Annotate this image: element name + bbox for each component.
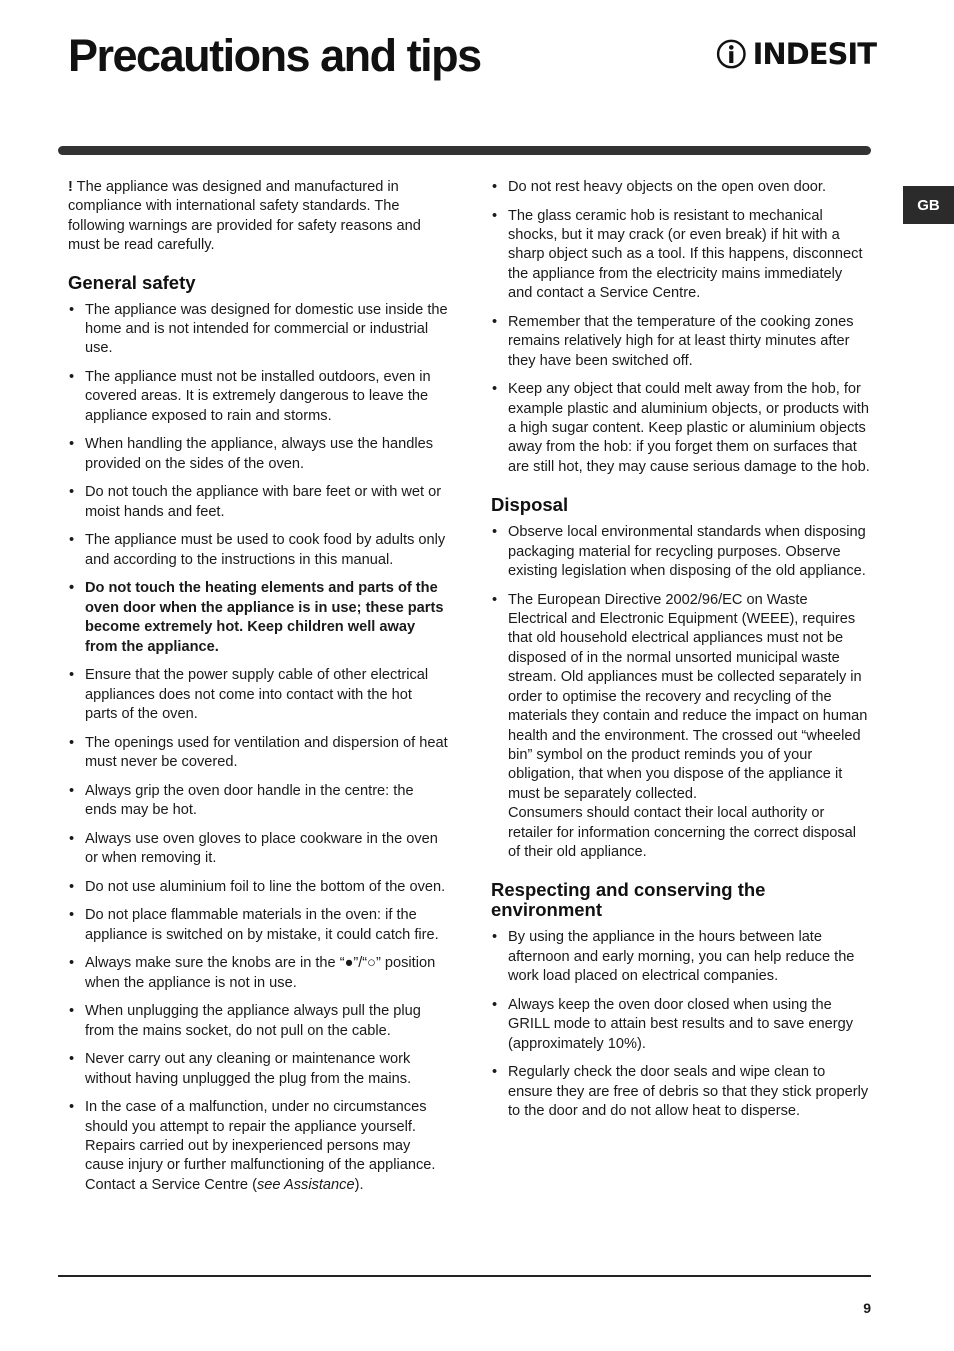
header-divider — [58, 146, 871, 155]
list-item: • The appliance was designed for domestic use inside the home and is not intended for commercial or industrial use. — [68, 301, 448, 359]
warning-mark: ! — [68, 179, 73, 195]
intro-paragraph — [68, 178, 448, 256]
list-item: • Always grip the oven door handle in the centre: the ends may be hot. — [68, 782, 448, 821]
environment-list — [491, 928, 870, 1121]
list-item-warning: • Do not touch the heating elements and parts of the oven door when the appliance is in use; these parts become extremely hot. Keep children well away from the appliance. — [68, 579, 448, 657]
brand-name: INDESIT — [752, 37, 876, 71]
weee-text-continued: Consumers should contact their local authority or retailer for information concerning the correct disposal of their old appliance. — [508, 805, 856, 860]
intro-text: The appliance was designed and manufactured in compliance with international safety standards. The following warnings are provided for safety reasons and must be read carefully. — [68, 179, 421, 254]
list-item — [68, 1098, 448, 1195]
list-item: • Always keep the oven door closed when using the GRILL mode to attain best results and to save energy (approximately 10%). — [491, 996, 870, 1054]
list-item: • The appliance must not be installed outdoors, even in covered areas. It is extremely dangerous to leave the appliance exposed to rain and storms. — [68, 368, 448, 426]
list-item: • Ensure that the power supply cable of other electrical appliances does not come into contact with the hot parts of the oven. — [68, 666, 448, 724]
disposal-list — [491, 523, 870, 862]
weee-text: The European Directive 2002/96/EC on Waste Electrical and Electronic Equipment (WEEE), requires that old household electrical appliances must not be disposed of in the normal unsorted municipal waste stream. Old appliances must be collected separately in order to optimise the recovery and recycling of the materials they contain and reduce the impact on human health and the environment. The crossed out “wheeled bin” symbol on the product reminds you of your obligation, that when you dispose of the appliance it must be separately collected. — [508, 591, 868, 802]
list-item: • Keep any object that could melt away from the hob, for example plastic and aluminium objects, or products with a high sugar content. Keep plastic or aluminium objects away from the hob: if you forget them on surfaces that are still hot, they may cause serious damage to the hob. — [491, 380, 870, 477]
list-item: • Remember that the temperature of the cooking zones remains relatively high for at least thirty minutes after they have been switched off. — [491, 313, 870, 371]
page-number: 9 — [863, 1300, 871, 1316]
general-safety-list — [68, 301, 448, 1196]
right-column — [491, 178, 870, 1139]
environment-heading: Respecting and conserving the environment — [491, 879, 766, 921]
list-item: • Do not use aluminium foil to line the bottom of the oven. — [68, 878, 448, 897]
indesit-i-logo-icon — [716, 32, 747, 76]
list-item: • When handling the appliance, always use the handles provided on the sides of the oven. — [68, 435, 448, 474]
brand-logo — [716, 32, 876, 76]
left-column — [68, 178, 448, 1213]
list-item: • Observe local environmental standards when disposing packaging material for recycling purposes. Observe existing legislation when disposing of the old appliance. — [491, 523, 870, 581]
assistance-reference: see Assistance — [256, 1176, 355, 1193]
list-item: • The glass ceramic hob is resistant to mechanical shocks, but it may crack (or even break) if hit with a sharp object such as a tool. If this happens, disconnect the appliance from the electricity mains immediately and contact a Service Centre. — [491, 207, 870, 304]
disposal-heading: Disposal — [491, 494, 569, 516]
list-item: • The openings used for ventilation and dispersion of heat must never be covered. — [68, 734, 448, 773]
language-tab: GB — [903, 186, 954, 224]
safety-continued-list — [491, 178, 870, 477]
list-item-text: In the case of a malfunction, under no circumstances should you attempt to repair the appliance yourself. Repairs carried out by inexperienced persons may cause injury or further malfunctioning of the appliance. Contact a Service Centre ( — [85, 1099, 436, 1193]
list-item-text-end: ). — [354, 1176, 364, 1193]
list-item: • Always use oven gloves to place cookware in the oven or when removing it. — [68, 830, 448, 869]
list-item: • Regularly check the door seals and wipe clean to ensure they are free of debris so that they stick properly to the door and do not allow heat to disperse. — [491, 1063, 870, 1121]
page-title: Precautions and tips — [68, 30, 481, 81]
list-item: • By using the appliance in the hours between late afternoon and early morning, you can help reduce the work load placed on electrical companies. — [491, 928, 870, 986]
footer-divider — [58, 1275, 871, 1277]
general-safety-heading: General safety — [68, 271, 196, 293]
list-item: • Do not place flammable materials in the oven: if the appliance is switched on by mistake, it could catch fire. — [68, 906, 448, 945]
list-item — [491, 591, 870, 863]
list-item: • Do not touch the appliance with bare feet or with wet or moist hands and feet. — [68, 483, 448, 522]
list-item: • Never carry out any cleaning or maintenance work without having unplugged the plug from the mains. — [68, 1050, 448, 1089]
list-item: • The appliance must be used to cook food by adults only and according to the instructions in this manual. — [68, 531, 448, 570]
list-item: • Do not rest heavy objects on the open oven door. — [491, 178, 870, 197]
list-item: • Always make sure the knobs are in the “●”/“○” position when the appliance is not in use. — [68, 954, 448, 993]
list-item: • When unplugging the appliance always pull the plug from the mains socket, do not pull on the cable. — [68, 1002, 448, 1041]
